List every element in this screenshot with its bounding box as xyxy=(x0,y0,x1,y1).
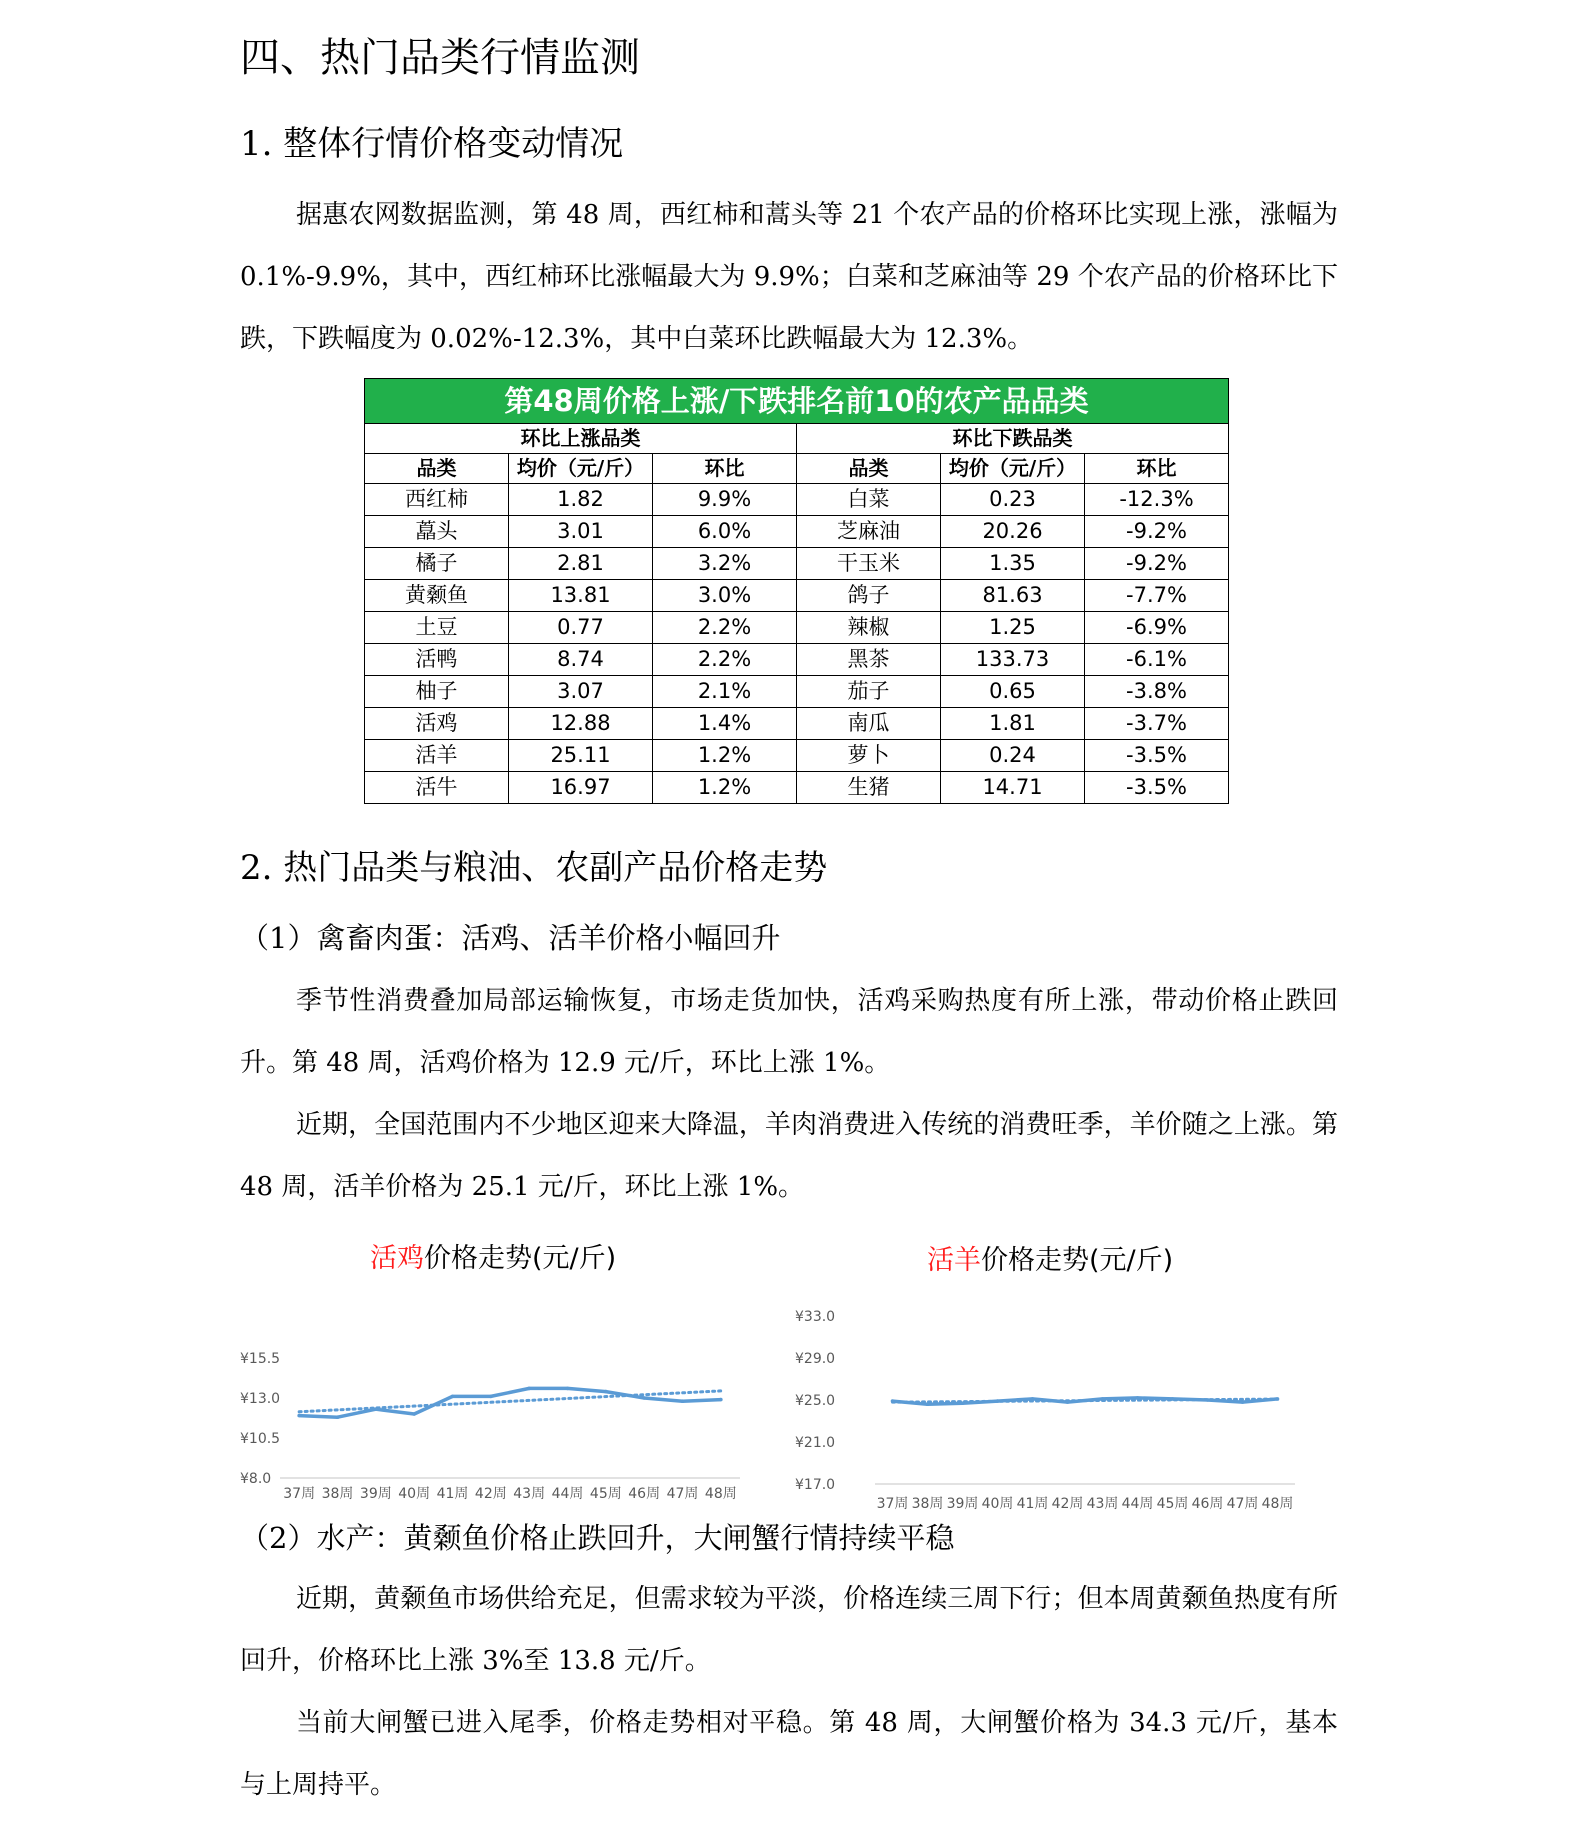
chart-sheep-title-highlight: 活羊 xyxy=(927,1245,981,1276)
fall-cell-change: -7.7% xyxy=(1085,580,1229,612)
chart-chicken-title xyxy=(370,1236,616,1275)
y-tick-label: ¥29.0 xyxy=(795,1351,836,1367)
rise-cell-category: 橘子 xyxy=(365,548,509,580)
table-row xyxy=(365,644,1229,676)
x-tick-label: 44周 xyxy=(551,1486,584,1502)
data-point xyxy=(891,1399,895,1403)
data-point xyxy=(642,1396,646,1400)
fall-cell-change: -9.2% xyxy=(1085,548,1229,580)
x-tick-label: 46周 xyxy=(628,1486,661,1502)
x-tick-label: 45周 xyxy=(589,1486,622,1502)
rise-cell-price: 13.81 xyxy=(509,580,653,612)
x-tick-label: 43周 xyxy=(1086,1496,1119,1512)
rise-cell-category: 柚子 xyxy=(365,676,509,708)
chart-sheep xyxy=(795,1230,1305,1512)
rise-cell-change: 1.2% xyxy=(653,772,797,804)
section-title: 四、热门品类行情监测 xyxy=(240,35,640,81)
x-tick-label: 45周 xyxy=(1156,1496,1189,1512)
x-tick-label: 41周 xyxy=(436,1486,469,1502)
fall-cell-price: 1.81 xyxy=(941,708,1085,740)
chart-chicken-title-rest: 价格走势(元/斤) xyxy=(424,1243,617,1274)
fall-cell-change: -3.5% xyxy=(1085,740,1229,772)
data-point xyxy=(1171,1397,1175,1401)
x-tick-label: 37周 xyxy=(283,1486,316,1502)
rise-cell-change: 1.2% xyxy=(653,740,797,772)
x-tick-label: 38周 xyxy=(911,1496,944,1512)
y-tick-label: ¥8.0 xyxy=(240,1471,272,1487)
x-tick-label: 41周 xyxy=(1016,1496,1049,1512)
y-tick-label: ¥15.5 xyxy=(240,1351,281,1367)
data-point xyxy=(374,1407,378,1411)
fall-cell-price: 133.73 xyxy=(941,644,1085,676)
section-title-aquatic: （2）水产：黄颡鱼价格止跌回升，大闸蟹行情持续平稳 xyxy=(240,1521,955,1555)
rise-cell-change: 2.2% xyxy=(653,612,797,644)
rise-cell-price: 1.82 xyxy=(509,484,653,516)
rise-cell-category: 活羊 xyxy=(365,740,509,772)
table-body xyxy=(365,484,1229,804)
chart-chicken xyxy=(240,1230,760,1500)
rise-cell-price: 12.88 xyxy=(509,708,653,740)
rise-cell-category: 黄颡鱼 xyxy=(365,580,509,612)
fall-cell-price: 0.24 xyxy=(941,740,1085,772)
table-row xyxy=(365,708,1229,740)
fall-cell-price: 81.63 xyxy=(941,580,1085,612)
paragraph-sheep: 近期，全国范围内不少地区迎来大降温，羊肉消费进入传统的消费旺季，羊价随之上涨。第 48 周，活羊价格为 25.1 元/斤，环比上涨 1%。 xyxy=(240,1110,1338,1202)
data-point xyxy=(297,1414,301,1418)
x-tick-label: 47周 xyxy=(666,1486,699,1502)
rise-cell-category: 土豆 xyxy=(365,612,509,644)
x-tick-label: 48周 xyxy=(704,1486,737,1502)
x-tick-label: 38周 xyxy=(321,1486,354,1502)
data-point xyxy=(1136,1396,1140,1400)
fall-cell-category: 南瓜 xyxy=(797,708,941,740)
data-point xyxy=(719,1398,723,1402)
data-point xyxy=(489,1395,493,1399)
fall-cell-price: 20.26 xyxy=(941,516,1085,548)
rise-cell-price: 8.74 xyxy=(509,644,653,676)
data-point xyxy=(527,1387,531,1391)
rise-cell-change: 6.0% xyxy=(653,516,797,548)
data-point xyxy=(604,1390,608,1394)
rise-cell-price: 0.77 xyxy=(509,612,653,644)
y-tick-label: ¥21.0 xyxy=(795,1435,836,1451)
fall-cell-change: -12.3% xyxy=(1085,484,1229,516)
x-tick-label: 43周 xyxy=(513,1486,546,1502)
data-point xyxy=(412,1412,416,1416)
table-title: 第48周价格上涨/下跌排名前10的农产品品类 xyxy=(365,379,1229,424)
data-point xyxy=(1206,1398,1210,1402)
x-tick-label: 47周 xyxy=(1226,1496,1259,1512)
subsection-title-overall: 1. 整体行情价格变动情况 xyxy=(240,124,624,164)
paragraph-catfish: 近期，黄颡鱼市场供给充足，但需求较为平淡，价格连续三周下行；但本周黄颡鱼热度有所回升，价格环比上涨 3%至 13.8 元/斤。 xyxy=(240,1584,1338,1676)
rise-cell-price: 3.01 xyxy=(509,516,653,548)
fall-cell-change: -3.8% xyxy=(1085,676,1229,708)
col-header-category: 品类 xyxy=(797,454,941,484)
fall-cell-category: 白菜 xyxy=(797,484,941,516)
data-point xyxy=(1276,1397,1280,1401)
fall-cell-category: 黑茶 xyxy=(797,644,941,676)
table-row xyxy=(365,516,1229,548)
x-tick-label: 40周 xyxy=(981,1496,1014,1512)
rise-cell-change: 3.2% xyxy=(653,548,797,580)
data-point xyxy=(926,1402,930,1406)
fall-cell-price: 0.65 xyxy=(941,676,1085,708)
ranking-table xyxy=(364,378,1229,804)
data-point xyxy=(1066,1400,1070,1404)
rise-cell-change: 9.9% xyxy=(653,484,797,516)
rise-cell-price: 3.07 xyxy=(509,676,653,708)
data-point xyxy=(681,1399,685,1403)
y-tick-label: ¥25.0 xyxy=(795,1393,836,1409)
rise-cell-change: 2.1% xyxy=(653,676,797,708)
rise-group-header: 环比上涨品类 xyxy=(365,424,797,454)
ranking-table-container xyxy=(364,378,1228,804)
col-header-price: 均价（元/斤） xyxy=(509,454,653,484)
rise-cell-change: 3.0% xyxy=(653,580,797,612)
x-tick-label: 42周 xyxy=(1051,1496,1084,1512)
section-title-livestock: （1）禽畜肉蛋：活鸡、活羊价格小幅回升 xyxy=(240,921,781,955)
table-row xyxy=(365,484,1229,516)
x-tick-label: 46周 xyxy=(1191,1496,1224,1512)
rise-cell-category: 活牛 xyxy=(365,772,509,804)
table-row xyxy=(365,548,1229,580)
fall-cell-category: 芝麻油 xyxy=(797,516,941,548)
fall-cell-category: 鸽子 xyxy=(797,580,941,612)
rise-cell-category: 藠头 xyxy=(365,516,509,548)
fall-cell-category: 干玉米 xyxy=(797,548,941,580)
col-header-change: 环比 xyxy=(1085,454,1229,484)
fall-cell-change: -6.9% xyxy=(1085,612,1229,644)
y-tick-label: ¥10.5 xyxy=(240,1431,281,1447)
chart-sheep-title xyxy=(927,1238,1173,1277)
rise-cell-category: 活鸭 xyxy=(365,644,509,676)
fall-cell-change: -3.7% xyxy=(1085,708,1229,740)
col-header-change: 环比 xyxy=(653,454,797,484)
data-point xyxy=(961,1401,965,1405)
table-row xyxy=(365,612,1229,644)
rise-cell-price: 2.81 xyxy=(509,548,653,580)
fall-cell-change: -9.2% xyxy=(1085,516,1229,548)
fall-cell-change: -3.5% xyxy=(1085,772,1229,804)
data-point xyxy=(1031,1397,1035,1401)
table-row xyxy=(365,580,1229,612)
chart-sheep-title-rest: 价格走势(元/斤) xyxy=(981,1245,1174,1276)
rise-cell-category: 活鸡 xyxy=(365,708,509,740)
x-tick-label: 48周 xyxy=(1261,1496,1294,1512)
rise-cell-category: 西红柿 xyxy=(365,484,509,516)
chart-chicken-title-highlight: 活鸡 xyxy=(370,1243,424,1274)
fall-cell-price: 1.35 xyxy=(941,548,1085,580)
x-tick-label: 44周 xyxy=(1121,1496,1154,1512)
col-header-price: 均价（元/斤） xyxy=(941,454,1085,484)
paragraph-overall: 据惠农网数据监测，第 48 周，西红柿和蒿头等 21 个农产品的价格环比实现上涨，涨幅为 0.1%-9.9%，其中，西红柿环比涨幅最大为 9.9%；白菜和芝麻油等 29 个农产品的价格环比下跌，下跌幅度为 0.02%-12.3%，其中白菜环比跌幅最大为 12.3%。 xyxy=(240,200,1338,354)
x-tick-label: 37周 xyxy=(876,1496,909,1512)
fall-cell-category: 生猪 xyxy=(797,772,941,804)
data-point xyxy=(566,1387,570,1391)
col-header-category: 品类 xyxy=(365,454,509,484)
fall-cell-category: 茄子 xyxy=(797,676,941,708)
data-point xyxy=(996,1399,1000,1403)
subsection-title-trends: 2. 热门品类与粮油、农副产品价格走势 xyxy=(240,848,828,888)
data-point xyxy=(1101,1397,1105,1401)
fall-cell-price: 1.25 xyxy=(941,612,1085,644)
y-tick-label: ¥17.0 xyxy=(795,1477,836,1493)
rise-cell-price: 16.97 xyxy=(509,772,653,804)
y-tick-label: ¥33.0 xyxy=(795,1309,836,1325)
data-point xyxy=(451,1395,455,1399)
paragraph-crab: 当前大闸蟹已进入尾季，价格走势相对平稳。第 48 周，大闸蟹价格为 34.3 元/斤，基本与上周持平。 xyxy=(240,1708,1338,1800)
x-tick-label: 42周 xyxy=(474,1486,507,1502)
table-row xyxy=(365,676,1229,708)
fall-cell-price: 14.71 xyxy=(941,772,1085,804)
fall-cell-category: 萝卜 xyxy=(797,740,941,772)
x-tick-label: 40周 xyxy=(398,1486,431,1502)
paragraph-chicken: 季节性消费叠加局部运输恢复，市场走货加快，活鸡采购热度有所上涨，带动价格止跌回升。第 48 周，活鸡价格为 12.9 元/斤，环比上涨 1%。 xyxy=(240,986,1338,1078)
data-point xyxy=(1241,1400,1245,1404)
fall-cell-price: 0.23 xyxy=(941,484,1085,516)
table-row xyxy=(365,772,1229,804)
rise-cell-change: 2.2% xyxy=(653,644,797,676)
table-row xyxy=(365,740,1229,772)
fall-group-header: 环比下跌品类 xyxy=(797,424,1229,454)
fall-cell-category: 辣椒 xyxy=(797,612,941,644)
x-tick-label: 39周 xyxy=(359,1486,392,1502)
data-point xyxy=(336,1415,340,1419)
fall-cell-change: -6.1% xyxy=(1085,644,1229,676)
x-tick-label: 39周 xyxy=(946,1496,979,1512)
y-tick-label: ¥13.0 xyxy=(240,1391,281,1407)
rise-cell-change: 1.4% xyxy=(653,708,797,740)
rise-cell-price: 25.11 xyxy=(509,740,653,772)
